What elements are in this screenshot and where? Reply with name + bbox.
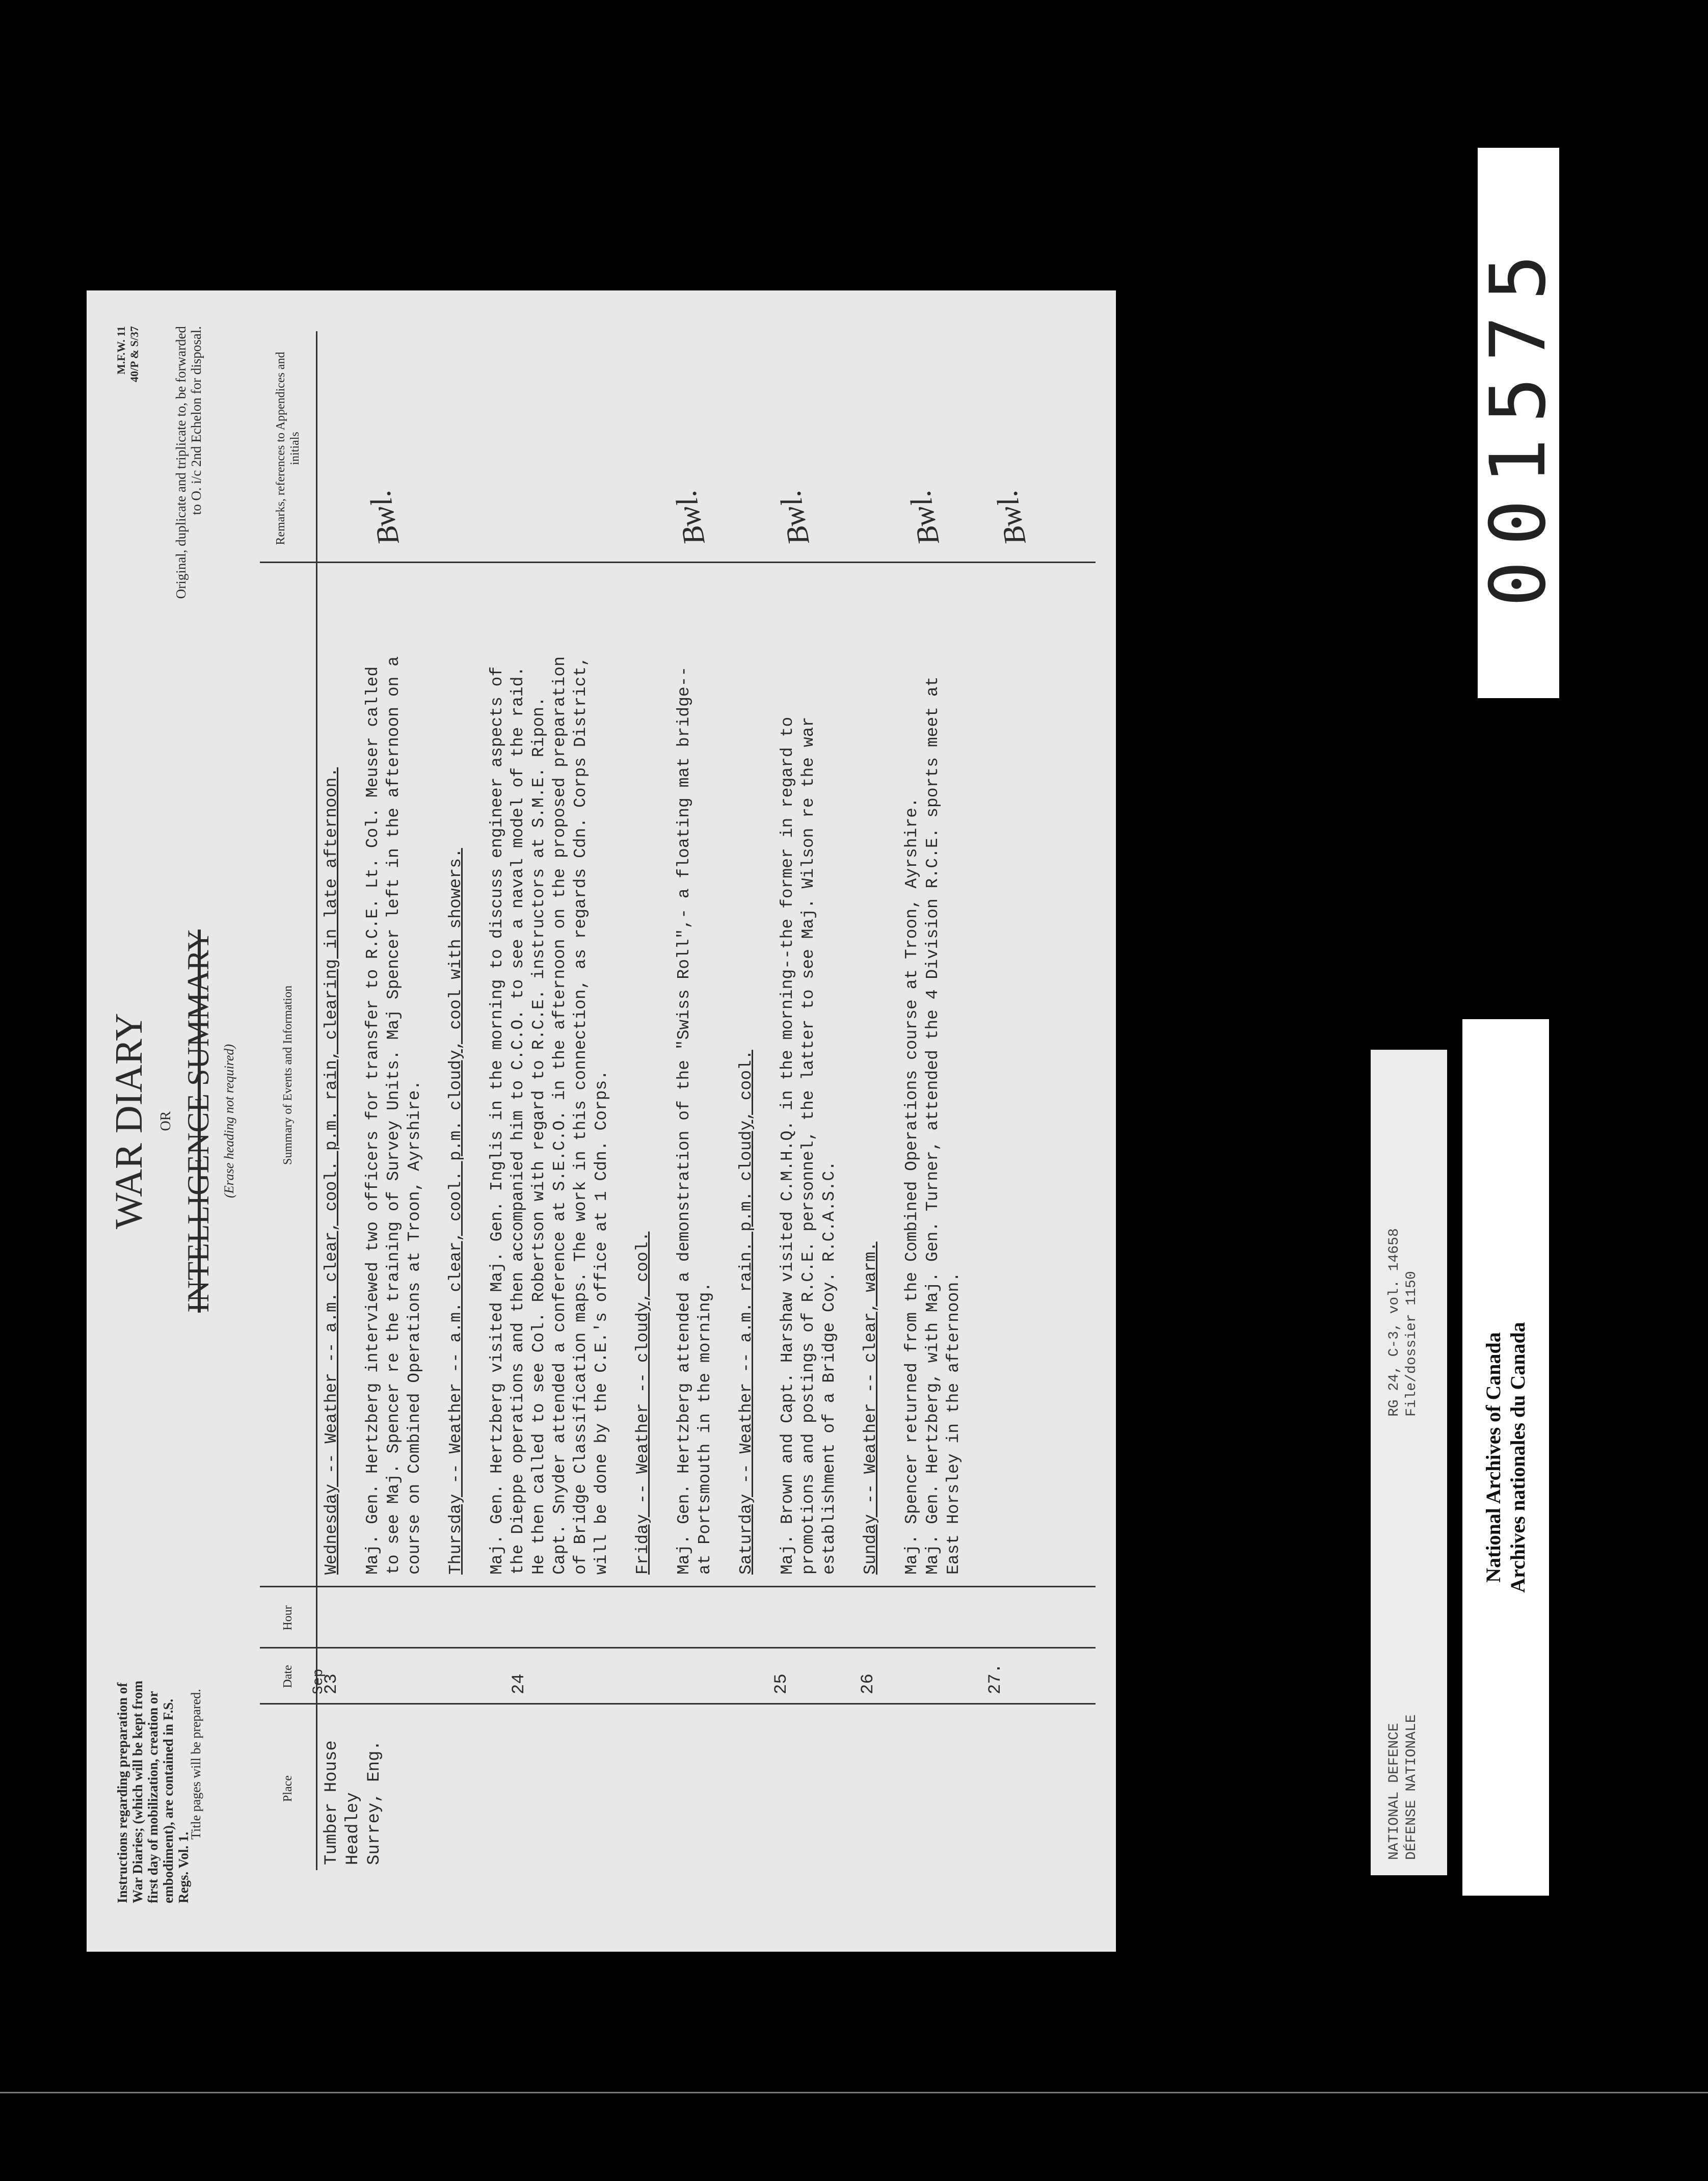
record-group: RG 24, C-3, vol. 14658: [1386, 1228, 1402, 1417]
date-cell: 26: [859, 1673, 878, 1694]
date-cell: 24: [510, 1673, 529, 1694]
war-diary-page-wrapper: [87, 290, 1116, 1952]
or-label: OR: [158, 1111, 174, 1131]
initials-signature: Bwl.: [903, 487, 946, 548]
war-diary-page: [87, 290, 1116, 1952]
date-cell: 25: [772, 1673, 791, 1694]
column-divider: [260, 1703, 1096, 1705]
header-divider: [316, 331, 317, 1870]
entry-text: Maj. Gen. Hertzberg interviewed two officers for transfer to R.C.E. Lt. Col. Meuser called to see Maj. Spencer re the training of Survey Units. Maj Spencer left in the afternoon on a course on Combined Operations at Troon, Ayrshire.: [363, 646, 424, 1575]
erase-note: (Erase heading not required): [222, 1044, 236, 1199]
initials-signature: Bwl.: [773, 487, 816, 548]
month-cell: Sep: [311, 1668, 327, 1694]
archive-reference-label: [1371, 1050, 1447, 1875]
archive-reference-text: [1371, 1050, 1447, 1875]
column-divider: [260, 562, 1096, 563]
title-pages-note: Title pages will be prepared.: [189, 1689, 203, 1840]
date-cell: 23: [322, 1673, 341, 1694]
weather-line: Friday -- Weather -- cloudy, cool.: [633, 1231, 652, 1575]
entry-text: Maj. Gen. Hertzberg visited Maj. Gen. Inglis in the morning to discuss engineer aspects of the Dieppe operations and then accompanied him to C.C.O. to see a naval model of the raid. He then called to see Col. Robertson with regard to R.C.E. instructors at S.M.E. Ripon. Capt. Snyder attended a conference at S.E.C.O. in the afternoon on the proposed preparation of Bridge Classification maps. The work in this connection, as regards Cdn. Corps District, will be done by the C.E.'s office at 1 Cdn. Corps.: [488, 656, 611, 1575]
date-cell: 27.: [986, 1663, 1005, 1694]
frame-number: 001575: [1474, 239, 1563, 607]
forward-note: Original, duplicate and triplicate to, be forwarded to O. i/c 2nd Echelon for disposal.: [173, 326, 204, 599]
department-en: NATIONAL DEFENCE: [1386, 1723, 1402, 1860]
archives-name-fr: Archives nationales du Canada: [1506, 1322, 1529, 1593]
summary-cell: [321, 637, 984, 1575]
entry-text: Maj. Spencer returned from the Combined Operations course at Troon, Ayrshire. Maj. Gen. Hertzberg, with Maj. Gen. Turner, attended the 4 Division R.C.E. sports meet at East Horsley in the afternoon.: [902, 676, 963, 1575]
entry-text: Maj. Brown and Capt. Harshaw visited C.M.H.Q. in the morning--the former in regard to promotions and postings of R.C.E. personnel, the latter to see Maj. Wilson re the war establishment of a Bridge Coy. R.C.A.S.C.: [778, 706, 839, 1575]
weather-line: Wednesday -- Weather -- a.m. clear, cool. p.m. rain, clearing in late afternoon.: [322, 767, 341, 1575]
form-number: M.F.W. 11 40/P & S/37: [115, 326, 141, 383]
column-hour: Hour: [281, 1605, 295, 1631]
initials-signature: Bwl.: [669, 487, 711, 548]
archives-label: [1462, 1019, 1549, 1896]
place-cell: Tumber House Headley Surrey, Eng.: [322, 1740, 384, 1865]
column-place: Place: [281, 1775, 295, 1802]
archives-name-en: National Archives of Canada: [1482, 1332, 1505, 1583]
diary-table: [260, 331, 1096, 1870]
column-date: Date: [281, 1665, 295, 1688]
instructions-note: Instructions regarding preparation of War Diaries; (which will be kept from first day of mobilization, creation or embodiment), are contained in F.S. Regs. Vol. 1.: [115, 1681, 191, 1903]
weather-line: Thursday -- Weather -- a.m. clear, cool. p.m. cloudy, cool with showers.: [446, 848, 465, 1575]
war-diary-title: WAR DIARY: [108, 1013, 150, 1230]
column-divider: [260, 1647, 1096, 1648]
entry-text: Maj. Gen. Hertzberg attended a demonstration of the "Swiss Roll",- a floating mat bridge-- at Portsmouth in the morning.: [675, 656, 714, 1575]
department-fr: DÉFENSE NATIONALE: [1404, 1714, 1420, 1860]
column-divider: [260, 1586, 1096, 1587]
column-summary: Summary of Events and Information: [281, 986, 295, 1165]
file-reference: File/dossier 1150: [1404, 1271, 1420, 1417]
initials-signature: Bwl.: [990, 487, 1032, 548]
initials-signature: Bwl.: [363, 487, 406, 548]
film-edge-line: [0, 2092, 1708, 2093]
weather-line: Saturday -- Weather -- a.m. rain. p.m. cloudy, cool.: [737, 1050, 756, 1575]
weather-line: Sunday -- Weather -- clear, warm.: [861, 1241, 880, 1575]
frame-number-label: [1474, 148, 1563, 698]
intelligence-summary-title: INTELLIGENCE SUMMARY: [181, 929, 215, 1313]
column-remarks: Remarks, references to Appendices and initials: [274, 352, 302, 545]
